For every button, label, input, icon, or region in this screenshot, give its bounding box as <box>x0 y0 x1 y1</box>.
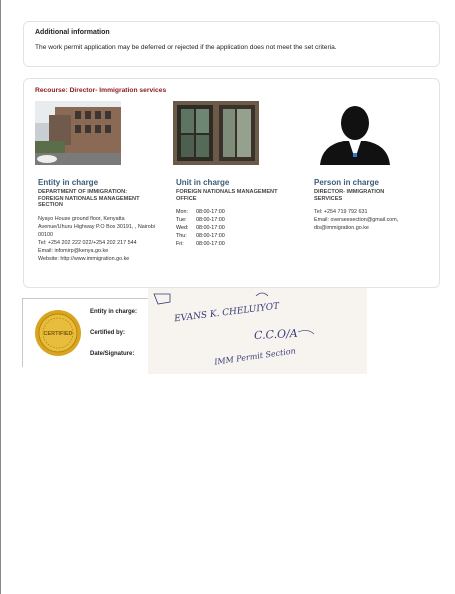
unit-name-line: FOREIGN NATIONALS MANAGEMENT <box>176 189 278 195</box>
hours-day: Fri: <box>176 241 184 247</box>
page-frame-edge <box>0 0 1 594</box>
seal-text: CERTIFIED <box>43 331 73 337</box>
entity-email: Email: infomirp@kenya.go.ke <box>38 247 109 254</box>
additional-info-text: The work permit application may be deferred or rejected if the application does not meet the set criteria. <box>35 44 337 51</box>
entity-name <box>38 189 155 209</box>
entity-column <box>38 179 155 263</box>
person-header: Person in charge <box>314 178 379 187</box>
hours-day: Tue: <box>176 217 187 223</box>
person-title-line: SERVICES <box>314 195 343 202</box>
entity-address-line: Nyayo House ground floor, Kenyatta <box>38 215 125 222</box>
opening-hours <box>176 208 278 248</box>
hours-time: 08:00-17:00 <box>196 209 225 215</box>
hours-row <box>176 240 278 248</box>
hours-row <box>176 216 278 224</box>
additional-info-title: Additional information <box>35 29 110 36</box>
additional-info-card <box>23 21 440 67</box>
entity-website: Website: http://www.immigration.go.ke <box>38 255 130 262</box>
handwritten-name: EVANS K. CHELUIYOT <box>173 301 280 325</box>
unit-column <box>176 179 278 248</box>
entity-phone: Tel: +254 202 222 022/+254 202 217 544 <box>38 239 137 246</box>
unit-header: Unit in charge <box>176 178 230 187</box>
hours-day: Thu: <box>176 233 187 239</box>
hours-time: 08:00-17:00 <box>196 225 225 231</box>
hours-time: 08:00-17:00 <box>196 233 225 239</box>
hours-row <box>176 232 278 240</box>
certified-by-label: Certified by: <box>90 330 126 336</box>
person-title-line: DIRECTOR- IMMIGRATION <box>314 189 385 195</box>
entity-name-line: DEPARTMENT OF IMMIGRATION: <box>38 189 127 195</box>
unit-name <box>176 189 278 202</box>
hours-day: Mon: <box>176 209 188 215</box>
office-photo <box>173 101 259 165</box>
hours-time: 08:00-17:00 <box>196 217 225 223</box>
entity-in-charge-label: Entity in charge: <box>90 309 138 315</box>
handwritten-signature-scan <box>148 288 367 374</box>
recourse-title: Recourse: Director- Immigration services <box>35 87 167 94</box>
certified-seal-icon <box>34 309 82 357</box>
person-email-2: dis@immigration.go.ke <box>314 225 369 231</box>
person-avatar <box>312 101 398 165</box>
handwritten-title: C.C.O/A <box>253 326 299 343</box>
entity-name-line: FOREIGN NATIONALS MANAGEMENT <box>38 195 140 202</box>
building-photo <box>35 101 121 165</box>
unit-name-line: OFFICE <box>176 195 197 202</box>
entity-header: Entity in charge <box>38 178 99 187</box>
date-signature-label: Date/Signature: <box>90 351 135 357</box>
entity-address-line: 00100 <box>38 231 53 238</box>
person-column <box>314 179 398 232</box>
person-email: Email: overseesection@gmail.com, <box>314 217 399 223</box>
person-phone: Tel: +254 719 792 631 <box>314 209 368 215</box>
hours-row <box>176 224 278 232</box>
hours-time: 08:00-17:00 <box>196 241 225 247</box>
hours-row <box>176 208 278 216</box>
recourse-card <box>23 78 440 288</box>
hours-day: Wed: <box>176 225 189 231</box>
handwritten-section: IMM Permit Section <box>213 346 297 367</box>
entity-name-line: SECTION <box>38 202 63 208</box>
person-title <box>314 189 398 202</box>
entity-address-line: Avenue/Uhuru Highway P.O Box 30191, , Nairobi <box>38 223 155 230</box>
